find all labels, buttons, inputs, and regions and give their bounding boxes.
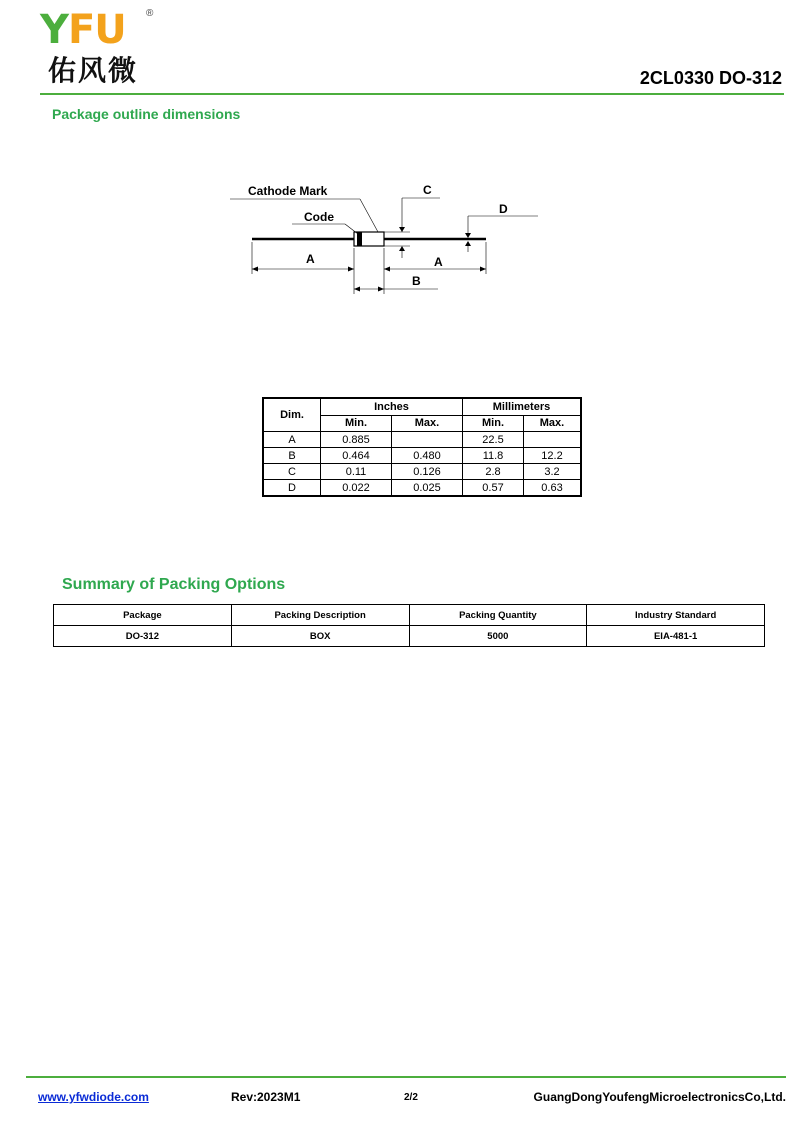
code-label: Code — [304, 210, 334, 224]
packing-options-table — [53, 604, 765, 647]
inches-min-cell: 0.464 — [321, 448, 392, 464]
table-row — [263, 464, 581, 480]
code-leader-diag — [345, 224, 358, 234]
dim-c-label: C — [423, 183, 432, 197]
dim-d-arrow-top — [465, 233, 471, 238]
inches-max-cell: 0.126 — [392, 464, 463, 480]
dim-c-arrow-bottom — [399, 246, 405, 251]
dim-a-left-arrow-1 — [252, 267, 258, 272]
company-logo — [40, 7, 170, 94]
mm-max-cell: 12.2 — [524, 448, 582, 464]
industry-standard-header: Industry Standard — [587, 605, 765, 626]
page-number: 2/2 — [404, 1092, 418, 1103]
mm-max-cell: 0.63 — [524, 480, 582, 497]
dim-table-header-row — [263, 398, 581, 415]
cathode-leader-diag — [360, 199, 378, 232]
table-row — [263, 448, 581, 464]
footer-divider — [26, 1076, 786, 1078]
dim-b-label: B — [412, 274, 421, 288]
inches-max-cell: 0.025 — [392, 480, 463, 497]
inches-max-header: Max. — [392, 415, 463, 432]
packing-description-cell: BOX — [231, 626, 409, 647]
inches-min-cell: 0.11 — [321, 464, 392, 480]
inches-max-cell: 0.480 — [392, 448, 463, 464]
package-header: Package — [54, 605, 232, 626]
dim-cell: A — [263, 432, 321, 448]
mm-max-cell: 3.2 — [524, 464, 582, 480]
website-link[interactable]: www.yfwdiode.com — [38, 1090, 149, 1104]
table-row — [263, 432, 581, 448]
inches-header: Inches — [321, 398, 463, 415]
packing-header-row — [54, 605, 765, 626]
package-outline-diagram — [220, 172, 560, 302]
company-name: GuangDongYoufengMicroelectronicsCo,Ltd. — [533, 1090, 786, 1104]
dim-cell: C — [263, 464, 321, 480]
industry-standard-cell: EIA-481-1 — [587, 626, 765, 647]
dim-cell: D — [263, 480, 321, 497]
inches-min-header: Min. — [321, 415, 392, 432]
mm-min-header: Min. — [463, 415, 524, 432]
dimension-table — [262, 397, 582, 497]
millimeters-header: Millimeters — [463, 398, 582, 415]
inches-min-cell: 0.885 — [321, 432, 392, 448]
mm-max-header: Max. — [524, 415, 582, 432]
mm-max-cell — [524, 432, 582, 448]
outline-section-title: Package outline dimensions — [52, 106, 241, 122]
inches-max-cell — [392, 432, 463, 448]
dim-column-header: Dim. — [263, 398, 321, 432]
mm-min-cell: 22.5 — [463, 432, 524, 448]
packing-quantity-cell: 5000 — [409, 626, 587, 647]
dim-b-arrow-1 — [354, 287, 360, 292]
logo-letter-y: Y — [40, 7, 68, 53]
dim-a-right-label: A — [434, 255, 443, 269]
table-row — [263, 480, 581, 497]
dim-b-arrow-2 — [378, 287, 384, 292]
packing-description-header: Packing Description — [231, 605, 409, 626]
packing-section-title: Summary of Packing Options — [62, 576, 286, 593]
registered-mark: ® — [146, 8, 154, 19]
dim-d-label: D — [499, 202, 508, 216]
revision-label: Rev:2023M1 — [231, 1090, 301, 1104]
mm-min-cell: 2.8 — [463, 464, 524, 480]
header-divider — [40, 93, 784, 95]
dim-a-left-label: A — [306, 252, 315, 266]
packing-quantity-header: Packing Quantity — [409, 605, 587, 626]
package-cell: DO-312 — [54, 626, 232, 647]
logo-wordmark — [40, 7, 126, 53]
dim-c-arrow-top — [399, 227, 405, 232]
logo-letters-fu: FU — [67, 7, 126, 53]
cathode-mark-label: Cathode Mark — [248, 184, 328, 198]
logo-chinese-name: 佑风微 — [48, 54, 139, 87]
dim-a-right-arrow-2 — [480, 267, 486, 272]
dim-cell: B — [263, 448, 321, 464]
dim-a-left-arrow-2 — [348, 267, 354, 272]
dim-a-right-arrow-1 — [384, 267, 390, 272]
document-title: 2CL0330 DO-312 — [639, 68, 782, 88]
inches-min-cell: 0.022 — [321, 480, 392, 497]
dim-d-arrow-bottom — [465, 241, 471, 246]
table-row — [54, 626, 765, 647]
mm-min-cell: 0.57 — [463, 480, 524, 497]
mm-min-cell: 11.8 — [463, 448, 524, 464]
